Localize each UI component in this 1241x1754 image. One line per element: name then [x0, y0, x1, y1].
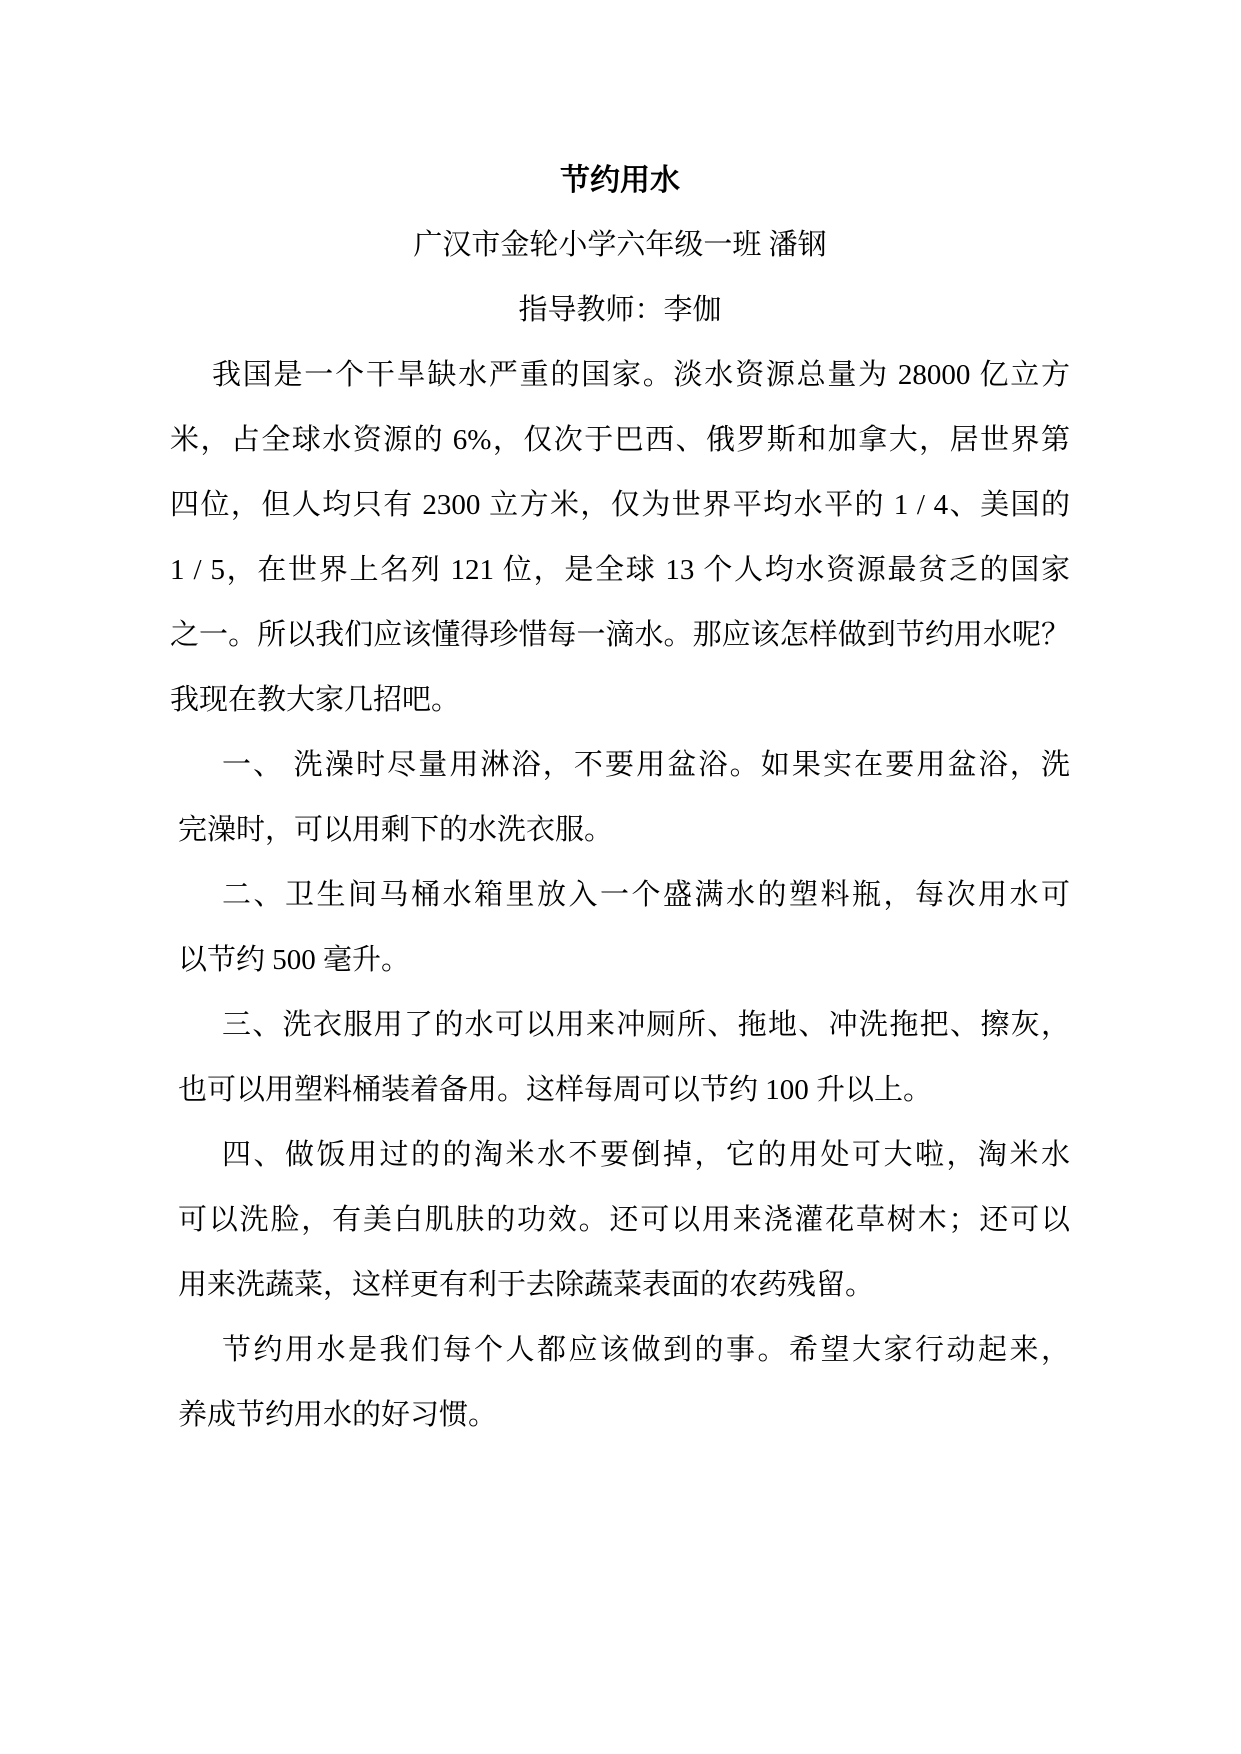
body-line: 之一。所以我们应该懂得珍惜每一滴水。那应该怎样做到节约用水呢？ — [170, 619, 1070, 651]
body-line: 一、 洗澡时尽量用淋浴，不要用盆浴。如果实在要用盆浴，洗 — [222, 749, 1070, 781]
body-line: 节约用水是我们每个人都应该做到的事。希望大家行动起来， — [222, 1334, 1070, 1366]
body-line: 三、洗衣服用了的水可以用来冲厕所、拖地、冲洗拖把、擦灰， — [222, 1009, 1070, 1041]
teacher-line: 指导教师：李伽 — [518, 294, 722, 326]
body-line: 1 / 5，在世界上名列 121 位，是全球 13 个人均水资源最贫乏的国家 — [170, 554, 1070, 586]
body-line: 养成节约用水的好习惯。 — [178, 1399, 498, 1431]
body-line: 二、卫生间马桶水箱里放入一个盛满水的塑料瓶，每次用水可 — [222, 879, 1070, 911]
body-line: 我现在教大家几招吧。 — [170, 684, 461, 716]
doc-title: 节约用水 — [560, 164, 680, 197]
body-line: 米，占全球水资源的 6%，仅次于巴西、俄罗斯和加拿大，居世界第 — [170, 424, 1070, 456]
body-line: 我国是一个干旱缺水严重的国家。淡水资源总量为 28000 亿立方 — [212, 359, 1070, 391]
document-content — [170, 148, 1070, 1448]
body-line: 四、做饭用过的的淘米水不要倒掉，它的用处可大啦，淘米水 — [222, 1139, 1070, 1171]
body-line: 用来洗蔬菜，这样更有利于去除蔬菜表面的农药残留。 — [178, 1269, 875, 1301]
body-line: 完澡时，可以用剩下的水洗衣服。 — [178, 814, 614, 846]
body-line: 可以洗脸，有美白肌肤的功效。还可以用来浇灌花草树木；还可以 — [178, 1204, 1070, 1236]
author-line: 广汉市金轮小学六年级一班 潘钢 — [413, 229, 827, 261]
body-line: 也可以用塑料桶装着备用。这样每周可以节约 100 升以上。 — [178, 1074, 933, 1106]
body-line: 以节约 500 毫升。 — [178, 944, 411, 976]
body-line: 四位，但人均只有 2300 立方米，仅为世界平均水平的 1 / 4、美国的 — [170, 489, 1070, 521]
